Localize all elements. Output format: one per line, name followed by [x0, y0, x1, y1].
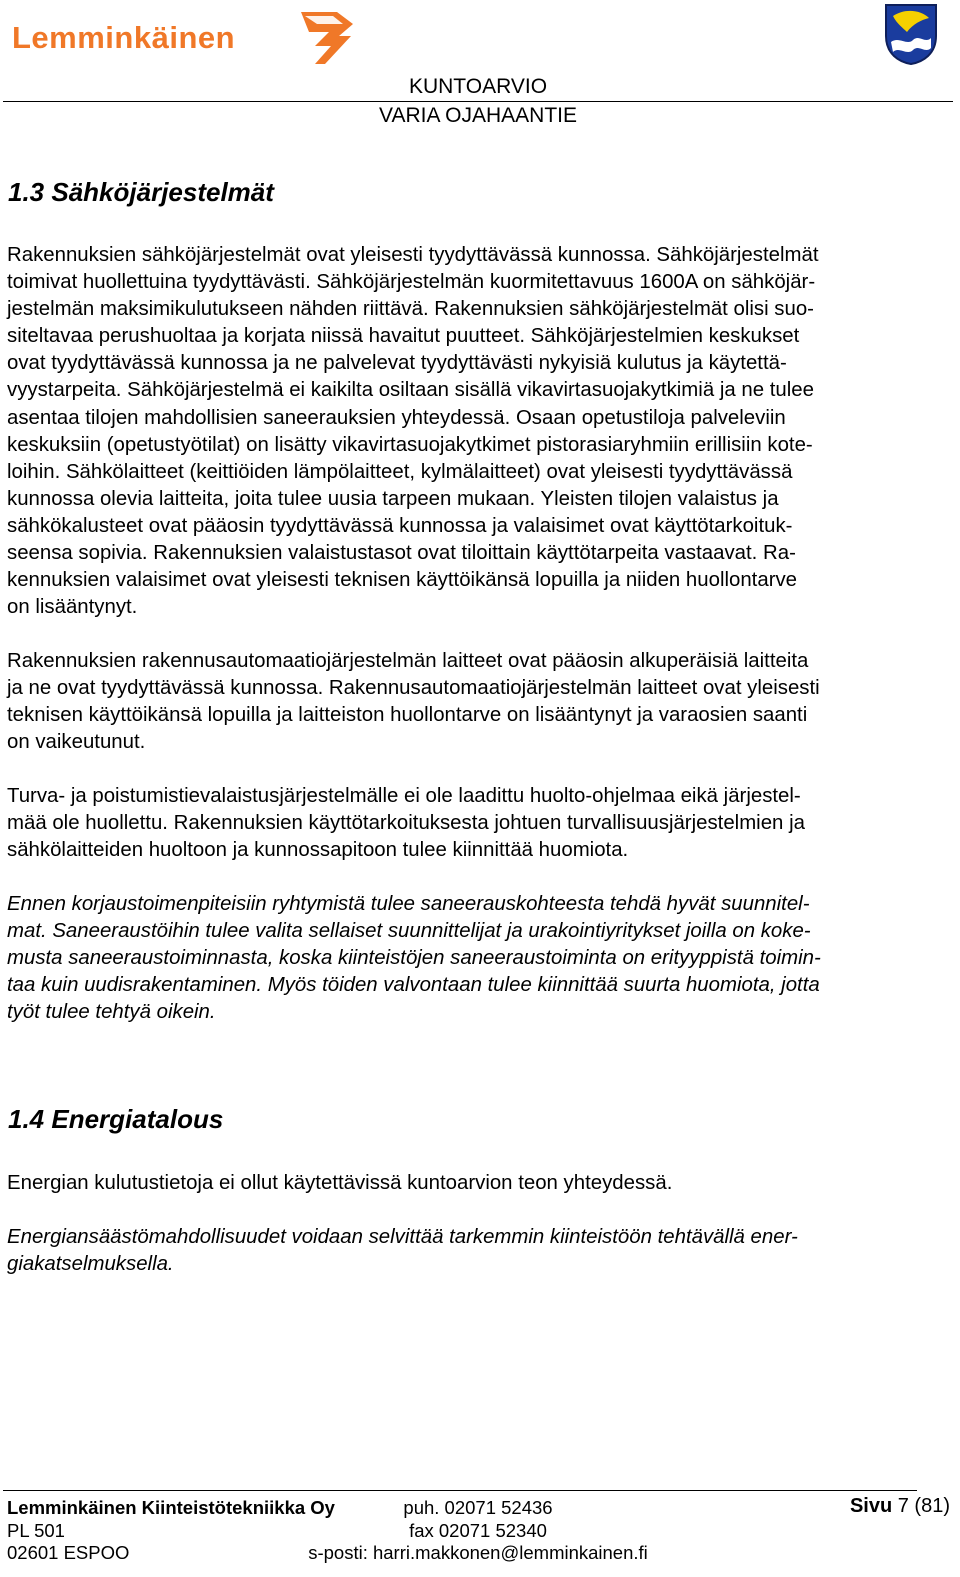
phone-number: puh. 02071 52436	[403, 1497, 553, 1518]
postcode-city: 02601 ESPOO	[7, 1542, 130, 1563]
text-line: toimivat huollettuina tyydyttävästi. Sähköjärjestelmän kuormitettavuus 1600A on sähköjär-	[7, 271, 816, 294]
fax-number: fax 02071 52340	[409, 1519, 547, 1541]
footer-divider	[3, 1490, 917, 1491]
document-subtitle: VARIA OJAHAANTIE	[379, 104, 577, 127]
page-indicator	[850, 1495, 950, 1518]
company-name: Lemminkäinen Kiinteistötekniikka Oy	[7, 1497, 335, 1518]
section-heading: 1.3 Sähköjärjestelmät	[8, 177, 274, 207]
text-line: teknisen käyttöikänsä lopuilla ja laitteiston huollontarve on lisääntynyt ja varaosien saanti	[7, 704, 808, 727]
text-line: Energiansäästömahdollisuudet voidaan selvittää tarkemmin kiinteistöön tehtävällä ener-	[7, 1226, 798, 1248]
company-logo	[12, 6, 357, 68]
text-line: ovat tyydyttävässä kunnossa ja ne palvelevat tyydyttävästi nykyisiä kulutus ja käytettä-	[7, 352, 787, 375]
text-line: jestelmän maksimikulutukseen nähden riittävä. Rakennuksien sähköjärjestelmät olisi suo-	[7, 298, 814, 321]
text-line: on lisääntynyt.	[7, 596, 138, 619]
text-line: taa kuin uudisrakentaminen. Myös töiden valvontaan tulee kiinnittää suurta huomiota, jotta	[7, 974, 820, 997]
page-number: 7 (81)	[897, 1495, 950, 1517]
text-line: musta saneeraustoiminnasta, koska kiinteistöjen saneeraustoiminta on erityyppistä toimin-	[7, 947, 821, 970]
municipal-crest-icon	[883, 2, 939, 66]
text-line: Rakennuksien sähköjärjestelmät ovat yleisesti tyydyttävässä kunnossa. Sähköjärjestelmät	[7, 244, 819, 266]
italic-paragraph	[7, 1224, 951, 1278]
text-line: seensa sopivia. Rakennuksien valaistustasot ovat tiloittain käyttötarpeita vastaavat. Ra-	[7, 542, 796, 565]
text-line: sähkökalusteet ovat pääosin tyydyttävässä kunnossa ja valaisimet ovat käyttötarkoituk-	[7, 514, 793, 537]
text-line: Rakennuksien rakennusautomaatiojärjestelmän laitteet ovat pääosin alkuperäisiä laitteita	[7, 650, 809, 672]
text-line: kunnossa olevia laitteita, joita tulee uusia tarpeen mukaan. Yleisten tilojen valaistus ja	[7, 487, 779, 510]
text-line: asentaa tilojen mahdollisien saneerauksien yhteydessä. Osaan opetustiloja palveleviin	[7, 406, 786, 429]
logo-wordmark: Lemminkäinen	[12, 20, 236, 55]
text-line: mat. Saneeraustöihin tulee valita sellaiset suunnittelijat ja urakointiyritykset joilla on koke-	[7, 920, 811, 943]
text-line: keskuksiin (opetustyötilat) on lisätty vikavirtasuojakytkimet pistorasiaryhmiin erillisiin kote-	[7, 433, 813, 456]
paragraph	[7, 1170, 951, 1197]
footer-contact	[298, 1497, 658, 1565]
page-label: Sivu	[849, 1495, 893, 1517]
header-divider	[3, 101, 953, 102]
text-line: siteltavaa perushuoltaa ja korjata niissä havaitut puutteet. Sähköjärjestelmien keskukset	[7, 325, 800, 348]
section-heading: 1.4 Energiatalous	[8, 1104, 224, 1134]
text-line: sähkölaitteiden huoltoon ja kunnossapitoon tulee kiinnittää huomiota.	[7, 839, 629, 862]
text-line: kennuksien valaisimet ovat yleisesti teknisen käyttöikänsä lopuilla ja niiden huollontarve	[7, 569, 798, 592]
text-line: loihin. Sähkölaitteet (keittiöiden lämpölaitteet, kylmälaitteet) ovat yleisesti tyydyttävässä	[7, 460, 793, 483]
po-box: PL 501	[7, 1519, 65, 1541]
text-line: Turva- ja poistumistievalaistusjärjestelmälle ei ole laadittu huolto-ohjelmaa eikä järjestel-	[7, 785, 801, 807]
text-line: on vaikeutunut.	[7, 731, 146, 754]
document-title: KUNTOARVIO	[408, 75, 548, 98]
text-line: ja ne ovat tyydyttävässä kunnossa. Rakennusautomaatiojärjestelmän laitteet ovat yleisesti	[7, 677, 820, 700]
text-line: työt tulee tehtyä oikein.	[7, 1001, 216, 1024]
text-line: Energian kulutustietoja ei ollut käytettävissä kuntoarvion teon yhteydessä.	[7, 1172, 673, 1194]
text-line: vyystarpeita. Sähköjärjestelmä ei kaikilta osiltaan sisällä vikavirtasuojakytkimiä ja ne tulee	[7, 379, 814, 402]
italic-paragraph	[7, 891, 951, 1026]
paragraph	[7, 648, 951, 756]
text-line: mää ole huollettu. Rakennuksien käyttötarkoituksesta johtuen turvallisuusjärjestelmien ja	[7, 812, 805, 835]
footer-address	[7, 1497, 335, 1565]
text-line: Ennen korjaustoimenpiteisiin ryhtymistä tulee saneerauskohteesta tehdä hyvät suunnitel-	[7, 893, 810, 915]
logo-swoosh-icon	[295, 6, 357, 68]
paragraph	[7, 242, 951, 621]
email-address: s-posti: harri.makkonen@lemminkainen.fi	[308, 1542, 648, 1563]
paragraph	[7, 783, 951, 864]
text-line: giakatselmuksella.	[7, 1253, 174, 1276]
